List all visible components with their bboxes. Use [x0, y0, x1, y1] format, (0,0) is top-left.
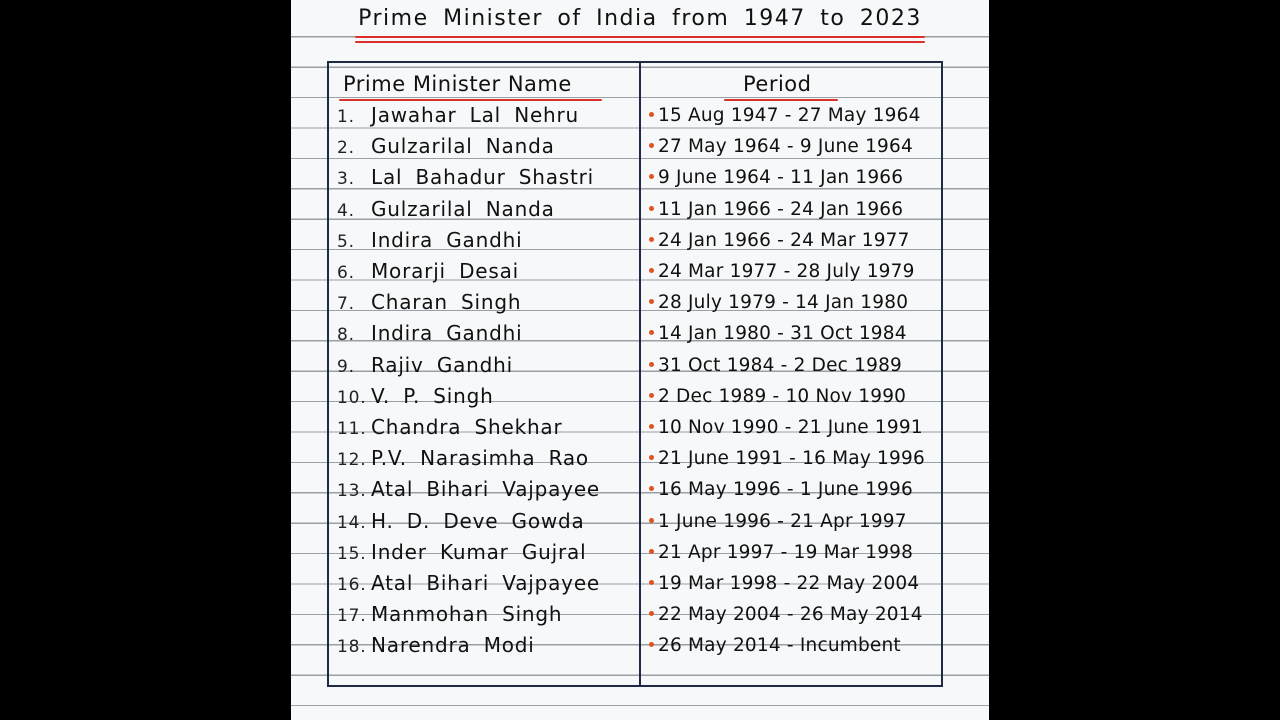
pm-name: Gulzarilal Nanda: [371, 134, 555, 159]
pm-name-cell: [337, 321, 522, 345]
table-row: [291, 132, 989, 163]
row-number: 17.: [337, 606, 367, 627]
pm-name: Gulzarilal Nanda: [371, 196, 555, 221]
row-number: 18.: [337, 637, 367, 658]
pm-name-cell: [337, 415, 563, 439]
title-underline-bottom: [355, 41, 925, 43]
pm-name: Charan Singh: [371, 290, 522, 315]
page-title: Prime Minister of India from 1947 to 2023: [358, 6, 922, 31]
period-cell: 26 May 2014 - Incumbent: [658, 635, 901, 657]
pm-name-cell: [337, 165, 594, 189]
pm-name: Manmohan Singh: [371, 602, 563, 627]
name-column-header: Prime Minister Name: [343, 72, 572, 96]
bullet-dot: [649, 424, 654, 429]
period-cell: 19 Mar 1998 - 22 May 2004: [658, 573, 920, 594]
pm-name-cell: [337, 571, 600, 595]
period-cell: 27 May 1964 - 9 June 1964: [658, 136, 913, 158]
table-row: [291, 569, 989, 600]
period-column-header: Period: [743, 72, 812, 96]
period-cell: 14 Jan 1980 - 31 Oct 1984: [658, 323, 907, 345]
table-row: [291, 538, 989, 569]
pm-name-cell: [337, 353, 513, 377]
row-number: 2.: [337, 138, 355, 159]
row-number: 7.: [337, 294, 355, 315]
period-cell: 22 May 2004 - 26 May 2014: [658, 604, 923, 626]
bullet-dot: [649, 580, 654, 585]
pm-name: H. D. Deve Gowda: [371, 508, 585, 533]
period-cell: 24 Jan 1966 - 24 Mar 1977: [658, 229, 910, 251]
pm-name-cell: [337, 259, 519, 283]
row-number: 13.: [337, 481, 367, 502]
row-number: 5.: [337, 231, 355, 252]
row-number: 1.: [337, 107, 355, 127]
period-cell: 10 Nov 1990 - 21 June 1991: [658, 417, 923, 438]
pm-name: Atal Bihari Vajpayee: [371, 477, 601, 502]
period-cell: 15 Aug 1947 - 27 May 1964: [658, 105, 921, 126]
period-cell: 16 May 1996 - 1 June 1996: [658, 479, 913, 501]
table-row: [291, 101, 989, 132]
pm-name-cell: [337, 509, 585, 533]
row-number: 6.: [337, 263, 355, 283]
pm-name-cell: [337, 602, 562, 626]
table-row: [291, 444, 989, 475]
title-underline-top: [355, 36, 925, 38]
period-cell: 11 Jan 1966 - 24 Jan 1966: [658, 198, 904, 220]
table-row: [291, 382, 989, 413]
row-number: 15.: [337, 543, 367, 564]
pm-name: Jawahar Lal Nehru: [371, 103, 580, 127]
table-row: [291, 600, 989, 631]
bullet-dot: [649, 642, 654, 647]
bullet-dot: [649, 112, 654, 117]
bullet-dot: [649, 206, 654, 211]
row-number: 11.: [337, 419, 367, 439]
row-number: 4.: [337, 200, 355, 221]
bullet-dot: [649, 237, 654, 242]
bullet-dot: [649, 518, 654, 523]
bullet-dot: [649, 393, 654, 398]
bullet-dot: [649, 362, 654, 367]
pm-name-cell: [337, 134, 555, 158]
period-cell: 21 Apr 1997 - 19 Mar 1998: [658, 541, 914, 563]
bullet-dot: [649, 174, 654, 179]
bullet-dot: [649, 268, 654, 273]
pm-name: Morarji Desai: [371, 259, 520, 283]
pm-name-cell: [337, 228, 522, 252]
bullet-dot: [649, 299, 654, 304]
table-row: [291, 163, 989, 194]
table-row: [291, 195, 989, 226]
pm-name: Atal Bihari Vajpayee: [371, 571, 601, 595]
table-row: [291, 507, 989, 538]
pm-name-cell: [337, 633, 535, 657]
bullet-dot: [649, 143, 654, 148]
row-number: 10.: [337, 387, 367, 408]
row-number: 8.: [337, 325, 355, 346]
bullet-dot: [649, 486, 654, 491]
period-cell: 1 June 1996 - 21 Apr 1997: [658, 510, 907, 532]
period-cell: 24 Mar 1977 - 28 July 1979: [658, 261, 915, 282]
row-number: 14.: [337, 512, 367, 533]
table-row: [291, 257, 989, 288]
pm-name-cell: [337, 446, 589, 470]
bullet-dot: [649, 611, 654, 616]
row-number: 12.: [337, 450, 367, 471]
pm-name: V. P. Singh: [371, 383, 494, 408]
row-number: 9.: [337, 356, 355, 377]
pm-name-cell: [337, 103, 579, 127]
pm-name: Chandra Shekhar: [371, 415, 563, 439]
period-cell: 9 June 1964 - 11 Jan 1966: [658, 167, 904, 189]
table-row: [291, 631, 989, 662]
pm-name-cell: [337, 384, 494, 408]
pm-name-cell: [337, 197, 555, 221]
table-row: [291, 288, 989, 319]
bullet-dot: [649, 549, 654, 554]
pm-name: Rajiv Gandhi: [371, 352, 513, 377]
pm-name: Inder Kumar Gujral: [371, 539, 587, 564]
period-cell: 28 July 1979 - 14 Jan 1980: [658, 292, 909, 314]
table-row: [291, 413, 989, 444]
pm-name-cell: [337, 290, 521, 314]
pm-name-cell: [337, 477, 600, 501]
pm-name: Lal Bahadur Shastri: [371, 165, 595, 190]
table-row: [291, 475, 989, 506]
notebook-page: [291, 0, 989, 720]
pm-name: Narendra Modi: [371, 633, 535, 658]
bullet-dot: [649, 455, 654, 460]
period-cell: 21 June 1991 - 16 May 1996: [658, 448, 925, 470]
pm-name: P.V. Narasimha Rao: [371, 446, 589, 471]
table-row: [291, 226, 989, 257]
period-cell: 2 Dec 1989 - 10 Nov 1990: [658, 385, 907, 407]
row-number: 16.: [337, 575, 367, 595]
table-row: [291, 319, 989, 350]
bullet-dot: [649, 330, 654, 335]
period-cell: 31 Oct 1984 - 2 Dec 1989: [658, 354, 903, 376]
pm-name: Indira Gandhi: [371, 227, 523, 252]
pm-name: Indira Gandhi: [371, 321, 523, 346]
row-number: 3.: [337, 169, 355, 190]
pm-name-cell: [337, 540, 586, 564]
table-row: [291, 351, 989, 382]
